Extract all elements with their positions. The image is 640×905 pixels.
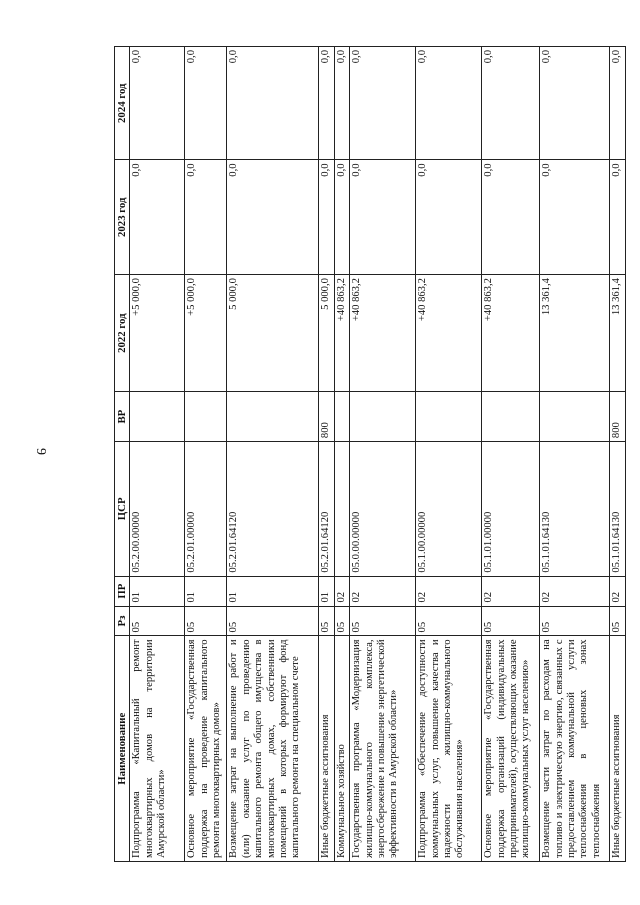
row-name: Подпрограмма «Капитальный ремонт многоквартирных домов на территории Амурской области» [130,636,185,862]
row-csr: 05.2.00.00000 [130,442,185,577]
row-2023: 0,0 [610,160,625,275]
row-rz: 05 [130,606,185,636]
header-pr: ПР [115,576,130,606]
table-header-row [115,47,130,862]
row-rz: 05 [319,606,334,636]
row-pr: 02 [540,576,610,606]
row-2022: 5 000,0 [227,275,319,392]
row-rz: 05 [482,606,540,636]
row-vr [540,392,610,442]
table-row [185,47,227,862]
table-row [334,47,349,862]
row-vr [227,392,319,442]
row-name: Основное мероприятие «Государственная поддержка на проведение капитального ремонта многоквартирных домов» [185,636,227,862]
row-2024: 0,0 [130,47,185,160]
rotated-page [114,46,634,862]
row-rz: 05 [227,606,319,636]
row-2023: 0,0 [350,160,416,275]
row-pr: 01 [227,576,319,606]
row-pr: 01 [185,576,227,606]
row-2022: +40 863,2 [416,275,482,392]
row-rz: 05 [610,606,625,636]
row-2023: 0,0 [334,160,349,275]
row-2024: 0,0 [350,47,416,160]
row-2022: 5 000,0 [319,275,334,392]
row-name: Возмещение части затрат по расходам на топливо и электрическую энергию, связанных с предоставлением коммунальной услуги теплоснабжения в ценовых зонах теплоснабжения [540,636,610,862]
row-pr: 02 [610,576,625,606]
header-name: Наименование [115,636,130,862]
row-2023: 0,0 [540,160,610,275]
row-name: Иные бюджетные ассигнования [610,636,625,862]
table-row [130,47,185,862]
row-csr: 05.1.01.00000 [482,442,540,577]
row-2024: 0,0 [185,47,227,160]
row-rz: 05 [350,606,416,636]
row-pr: 02 [416,576,482,606]
row-csr: 05.2.01.64120 [319,442,334,577]
row-name: Возмещение затрат на выполнение работ и (или) оказание услуг по проведению капитального ремонта общего имущества в многоквартирных домах, собственники помещений в которых формируют фонд капитального ремонта на специальном счете [227,636,319,862]
header-2024: 2024 год [115,47,130,160]
row-2022: +5 000,0 [130,275,185,392]
budget-table [114,46,626,862]
row-pr: 02 [482,576,540,606]
row-csr [334,442,349,577]
row-pr: 02 [334,576,349,606]
row-name: Государственная программа «Модернизация жилищно-коммунального комплекса, энергосбережение и повышение энергетической эффективности в Амурской области» [350,636,416,862]
row-pr: 01 [319,576,334,606]
header-csr: ЦСР [115,442,130,577]
row-vr [185,392,227,442]
row-vr [350,392,416,442]
row-name: Иные бюджетные ассигнования [319,636,334,862]
page-number: 9 [33,448,48,455]
row-2022: +40 863,2 [350,275,416,392]
header-2023: 2023 год [115,160,130,275]
row-2022: 13 361,4 [610,275,625,392]
row-csr: 05.2.01.64120 [227,442,319,577]
row-pr: 01 [130,576,185,606]
row-2023: 0,0 [319,160,334,275]
table-row [319,47,334,862]
row-2024: 0,0 [540,47,610,160]
header-vr: ВР [115,392,130,442]
table-row [416,47,482,862]
row-name: Основное мероприятие «Государственная поддержка организаций (индивидуальных предпринимателей), осуществляющих оказание жилищно-коммунальных услуг населению» [482,636,540,862]
table-row [540,47,610,862]
header-2022: 2022 год [115,275,130,392]
row-2024: 0,0 [334,47,349,160]
row-rz: 05 [334,606,349,636]
row-vr [130,392,185,442]
row-csr: 05.1.01.64130 [610,442,625,577]
row-2024: 0,0 [610,47,625,160]
row-vr [416,392,482,442]
table-row [482,47,540,862]
row-vr: 800 [319,392,334,442]
table-row [227,47,319,862]
row-2023: 0,0 [130,160,185,275]
row-2022: 13 361,4 [540,275,610,392]
row-name: Коммунальное хозяйство [334,636,349,862]
row-2024: 0,0 [227,47,319,160]
row-csr: 05.1.01.64130 [540,442,610,577]
row-2023: 0,0 [185,160,227,275]
row-2024: 0,0 [416,47,482,160]
row-2023: 0,0 [482,160,540,275]
row-pr: 02 [350,576,416,606]
row-2023: 0,0 [416,160,482,275]
row-csr: 05.2.01.00000 [185,442,227,577]
row-name: Подпрограмма «Обеспечение доступности коммунальных услуг, повышение качества и надежности жилищно-коммунального обслуживания населения» [416,636,482,862]
row-2022: +40 863,2 [334,275,349,392]
table-row [350,47,416,862]
row-csr: 05.0.00.00000 [350,442,416,577]
row-vr: 800 [610,392,625,442]
row-rz: 05 [540,606,610,636]
table-row [610,47,625,862]
row-2024: 0,0 [482,47,540,160]
row-vr [482,392,540,442]
row-csr: 05.1.00.00000 [416,442,482,577]
row-2022: +40 863,2 [482,275,540,392]
row-rz: 05 [185,606,227,636]
header-rz: Рз [115,606,130,636]
row-2022: +5 000,0 [185,275,227,392]
row-vr [334,392,349,442]
row-rz: 05 [416,606,482,636]
row-2023: 0,0 [227,160,319,275]
row-2024: 0,0 [319,47,334,160]
